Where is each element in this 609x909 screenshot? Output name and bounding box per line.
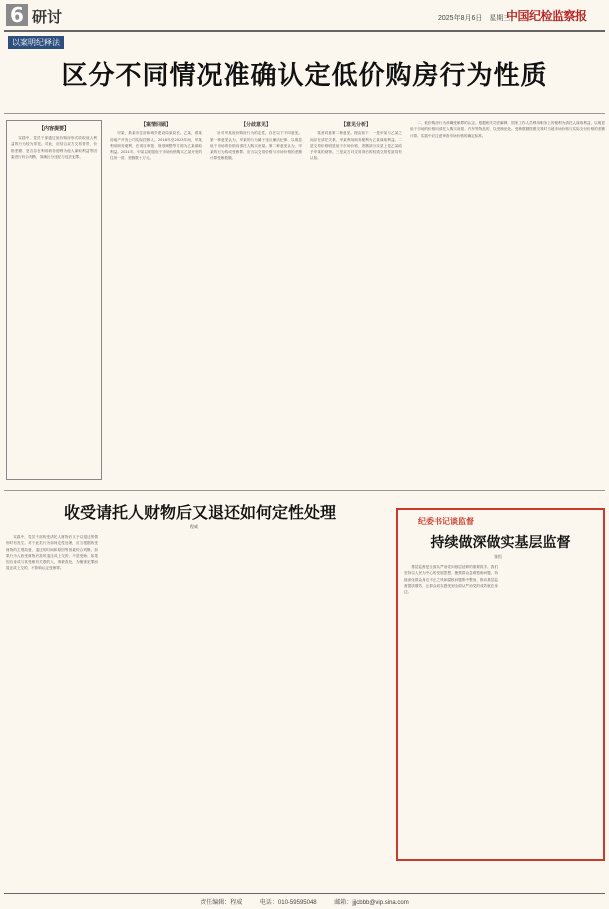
disagreement-subhead: 【分歧意见】 <box>240 122 271 128</box>
section-title: 研讨 <box>32 8 63 26</box>
section-divider <box>4 490 605 491</box>
commentary-headline: 持续做深做实基层监督 <box>430 535 571 551</box>
case-review-subhead: 【案情回顾】 <box>140 122 171 128</box>
commentary-tag: 纪委书记谈监督 <box>418 517 474 526</box>
second-byline: 程威 <box>190 524 198 529</box>
analysis-subhead: 【意见分析】 <box>340 122 371 128</box>
second-column-1: 实践中，党员干部收受请托人财物后又予以退还的情形时有发生。对于此类行为如何定性处理，应当根据收受财物的主观故意、退还的时间和原因等因素综合判断。如果行为人收受财物后及时退还或上交的，不是受贿；如果因自身或与其受贿有关联的人、事被查处，为掩饰犯罪而退还或上交的，不影响认定受贿罪。 <box>6 535 98 571</box>
commentary-box <box>396 508 605 861</box>
commentary-column-2 <box>504 564 598 854</box>
page-footer <box>0 897 609 906</box>
summary-box-text: 实践中，党员干部通过低价购房形式收取他人利益的行为较为常见。对此，应结合双方交易背景、价格差额、是否存在利用职务便利为他人谋取利益等因素进行综合判断，准确区分违纪与违法犯罪。 <box>11 136 97 159</box>
lead-column-1: 【案情回顾】 甲某，系某市住房和城乡建设局原局长。乙某，系某房地产开发公司实际控制人。2018年至2023年间，甲某利用职务便利，在项目审批、规划调整等方面为乙某谋取利益。2021年，甲某以明显低于市场价格购买乙某开发的住房一套，差额数十万元。 <box>110 122 202 161</box>
lead-column-3: 【意见分析】 笔者同意第二种意见。理由如下：一是甲某与乙某之间存在请托关系，甲某利用职务便利为乙某谋取利益。二是交易价格明显低于市场价格，差额部分实质上是乙某给予甲某的财物。三是双方对交易背后的权钱交易性质均有认知。 <box>310 122 402 161</box>
second-column-2 <box>104 534 196 886</box>
footer-email: 邮箱：jjjcbbb@vip.sina.com <box>334 900 409 906</box>
footer-divider <box>4 893 605 894</box>
footer-editor: 责任编辑：程威 <box>200 900 243 906</box>
column-tag: 以案明纪释法 <box>8 36 64 49</box>
second-column-4 <box>298 534 390 886</box>
commentary-column-1: 基层监督是全面从严治党向基层延伸的重要抓手。我们坚持以人民为中心的发展思想，聚焦群众急难愁盼问题，持续深化群众身边不正之风和腐败问题集中整治，推动基层监督提质增效，让群众切实感受到全面从严治党的成效就在身边。 <box>404 565 498 595</box>
masthead-logo: 中国纪检监察报 <box>506 9 587 23</box>
summary-box-title: 【内容提要】 <box>38 126 69 132</box>
page-number: 6 <box>6 4 28 26</box>
lead-column-4: 二、低价购房行为涉嫌受贿罪的认定。根据相关司法解释，国家工作人员利用职务上的便利为请托人谋取利益，以明显低于市场的价格向请托人购买房屋、汽车等物品的，以受贿论处。受贿数额按照交易时当地市场价格与实际支付价格的差额计算。实践中应注意审查市场价格的确定标准。 <box>410 121 605 138</box>
footer-phone: 电话：010-59595048 <box>259 900 317 906</box>
lead-column-2: 【分歧意见】 针对甲某低价购房行为的定性，存在以下不同意见。第一种意见认为，甲某的行为属于违反廉洁纪律，以明显低于市场的价格向请托人购买房屋。第二种意见认为，甲某的行为构成受贿罪，应当以交易价格与市场价格的差额计算受贿数额。 <box>210 122 302 161</box>
header-divider <box>4 30 605 32</box>
lead-headline: 区分不同情况准确认定低价购房行为性质 <box>61 61 548 91</box>
page-header <box>0 0 609 30</box>
summary-box <box>6 120 102 480</box>
headline-divider <box>4 113 605 114</box>
second-headline: 收受请托人财物后又退还如何定性处理 <box>63 503 336 522</box>
second-column-3 <box>202 534 294 886</box>
commentary-byline: 张恒 <box>494 554 502 559</box>
issue-date: 2025年8月6日 星期三 <box>438 15 511 22</box>
